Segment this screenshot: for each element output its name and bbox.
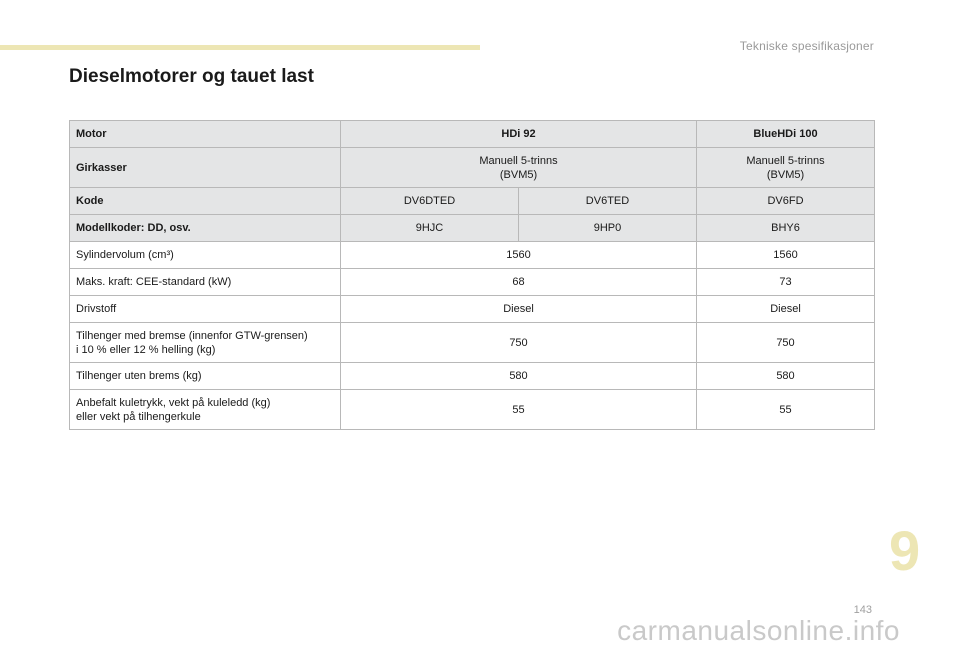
table-cell: 750	[697, 323, 875, 363]
chapter-number: 9	[889, 519, 921, 582]
table-row-kode	[70, 188, 875, 215]
row-label: Drivstoff	[70, 296, 341, 323]
table-row-sylindervolum	[70, 242, 875, 269]
row-label: Maks. kraft: CEE-standard (kW)	[70, 269, 341, 296]
table-row-drivstoff	[70, 296, 875, 323]
page-number: 143	[853, 604, 872, 616]
table-cell: 55	[341, 390, 697, 430]
table-cell: BHY6	[697, 215, 875, 242]
watermark: carmanualsonline.info	[617, 615, 900, 646]
row-label: Tilhenger uten brems (kg)	[70, 363, 341, 390]
table-cell: DV6DTED	[341, 188, 519, 215]
row-label: Sylindervolum (cm³)	[70, 242, 341, 269]
table-row-modellkoder	[70, 215, 875, 242]
table-cell: 1560	[697, 242, 875, 269]
table-cell: 750	[341, 323, 697, 363]
table-cell: 1560	[341, 242, 697, 269]
table-cell: 55	[697, 390, 875, 430]
table-row-girkasser	[70, 148, 875, 188]
row-label: Anbefalt kuletrykk, vekt på kuleledd (kg) eller vekt på tilhengerkule	[70, 390, 341, 430]
section-header: Tekniske spesifikasjoner	[739, 39, 874, 53]
row-label: Motor	[70, 121, 341, 148]
row-label: Modellkoder: DD, osv.	[70, 215, 341, 242]
row-label: Kode	[70, 188, 341, 215]
table-cell: 580	[697, 363, 875, 390]
chapter-accent-bar	[0, 45, 480, 50]
table-cell: Manuell 5-trinns (BVM5)	[697, 148, 875, 188]
table-row-motor	[70, 121, 875, 148]
table-row-tilhenger-uten-brems	[70, 363, 875, 390]
table-cell: 68	[341, 269, 697, 296]
row-label: Tilhenger med bremse (innenfor GTW-grensen) i 10 % eller 12 % helling (kg)	[70, 323, 341, 363]
table-cell: HDi 92	[341, 121, 697, 148]
engine-spec-table	[69, 120, 875, 430]
table-row-maks-kraft	[70, 269, 875, 296]
page-title: Dieselmotorer og tauet last	[69, 66, 314, 87]
table-cell: Diesel	[341, 296, 697, 323]
table-cell: DV6TED	[519, 188, 697, 215]
row-label: Girkasser	[70, 148, 341, 188]
table-row-tilhenger-med-bremse	[70, 323, 875, 363]
table-row-kuletrykk	[70, 390, 875, 430]
table-cell: 9HJC	[341, 215, 519, 242]
table-cell: Manuell 5-trinns (BVM5)	[341, 148, 697, 188]
table-cell: BlueHDi 100	[697, 121, 875, 148]
table-cell: DV6FD	[697, 188, 875, 215]
table-cell: 9HP0	[519, 215, 697, 242]
table-cell: 73	[697, 269, 875, 296]
table-cell: Diesel	[697, 296, 875, 323]
table-cell: 580	[341, 363, 697, 390]
